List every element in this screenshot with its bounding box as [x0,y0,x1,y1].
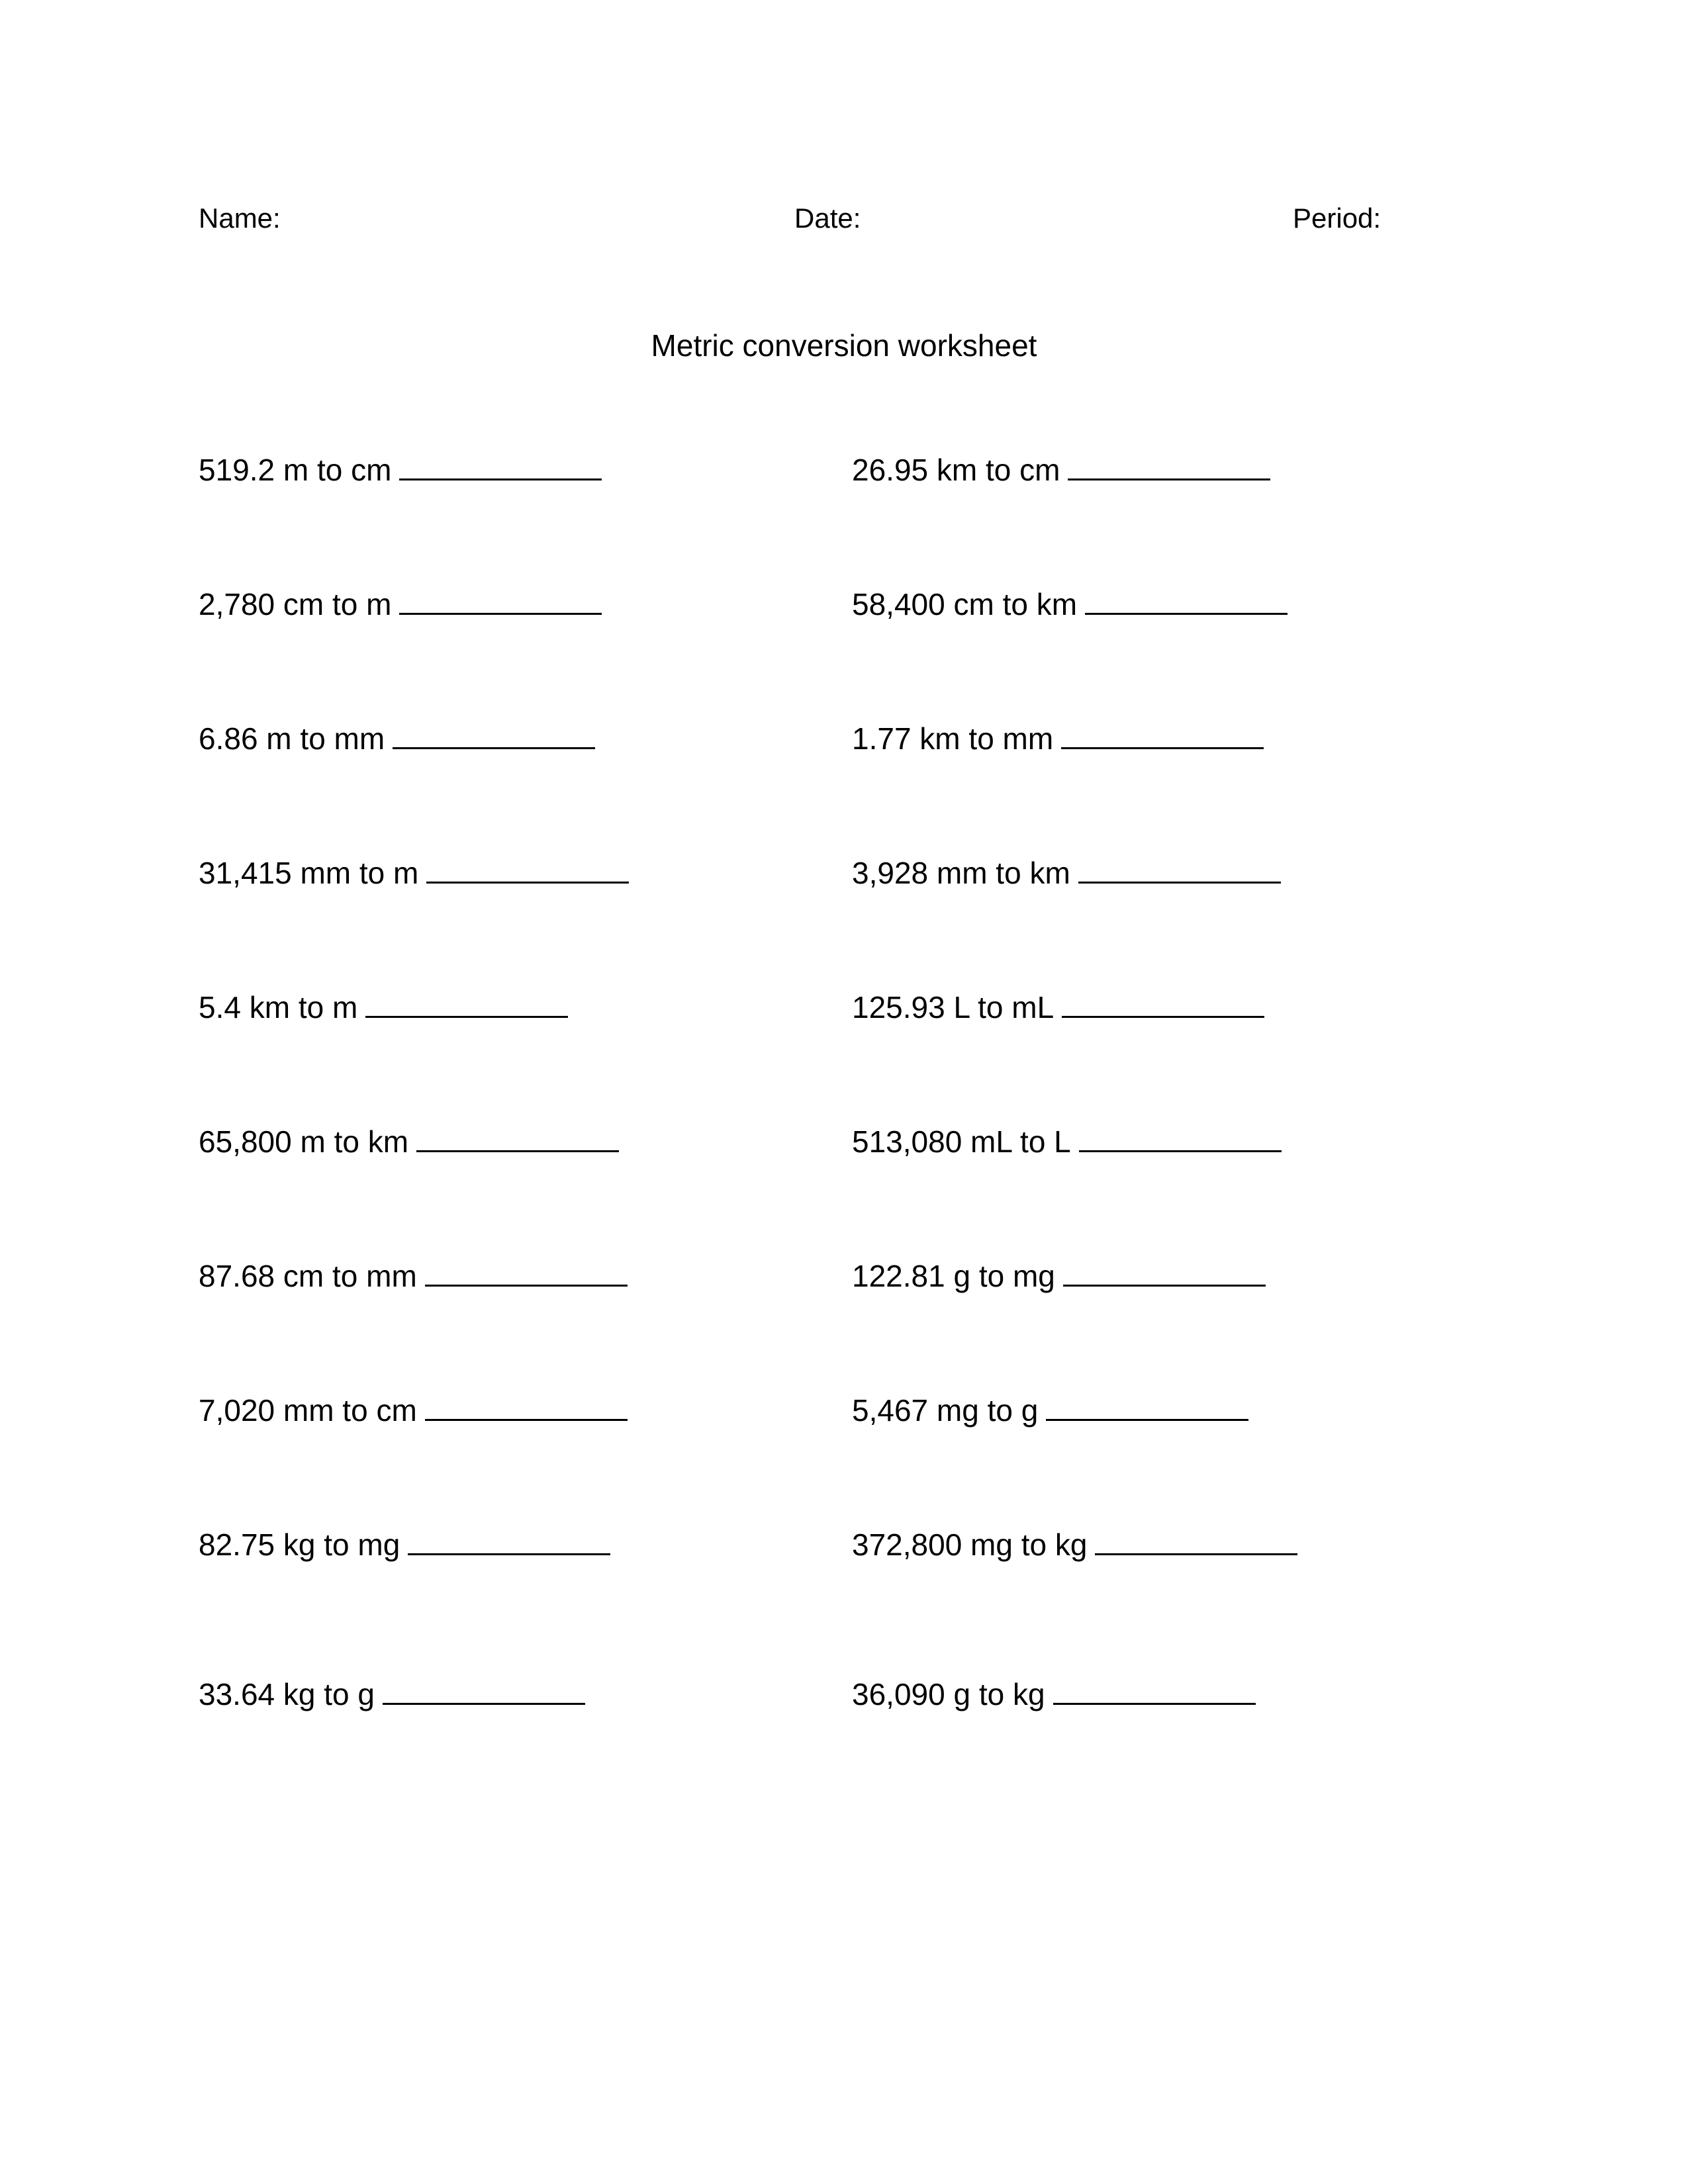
problem-left-7 [199,1256,628,1296]
answer-blank[interactable] [1053,1676,1256,1705]
problem-text: 82.75 kg to mg [199,1527,400,1562]
answer-blank[interactable] [1046,1392,1248,1421]
problem-left-10 [199,1674,585,1714]
problem-right-2 [852,584,1288,624]
problem-right-5 [852,987,1264,1027]
page-title: Metric conversion worksheet [651,328,1037,363]
problem-left-9 [199,1525,610,1565]
problem-text: 1.77 km to mm [852,721,1054,756]
answer-blank[interactable] [1078,855,1281,884]
problem-text: 2,780 cm to m [199,587,392,621]
problem-text: 125.93 L to mL [852,990,1055,1024]
problem-left-5 [199,987,568,1027]
problem-text: 26.95 km to cm [852,453,1060,487]
problem-left-8 [199,1390,628,1430]
problem-text: 33.64 kg to g [199,1677,375,1711]
problem-left-6 [199,1122,619,1161]
problem-right-6 [852,1122,1282,1161]
name-label: Name: [199,203,281,234]
answer-blank[interactable] [365,989,568,1018]
answer-blank[interactable] [1085,586,1288,615]
problem-text: 372,800 mg to kg [852,1527,1088,1562]
answer-blank[interactable] [408,1527,610,1555]
answer-blank[interactable] [399,452,602,480]
problem-text: 5.4 km to m [199,990,358,1024]
period-label: Period: [1293,203,1382,234]
answer-blank[interactable] [1062,989,1264,1018]
answer-blank[interactable] [426,855,629,884]
answer-blank[interactable] [425,1258,628,1287]
problem-text: 3,928 mm to km [852,856,1070,890]
problem-text: 519.2 m to cm [199,453,392,487]
answer-blank[interactable] [1061,721,1264,749]
problem-text: 65,800 m to km [199,1124,409,1159]
problem-left-2 [199,584,602,624]
problem-right-9 [852,1525,1297,1565]
problem-text: 122.81 g to mg [852,1259,1055,1293]
problem-text: 6.86 m to mm [199,721,385,756]
date-label: Date: [794,203,861,234]
answer-blank[interactable] [399,586,602,615]
problem-right-8 [852,1390,1248,1430]
problem-text: 58,400 cm to km [852,587,1078,621]
answer-blank[interactable] [1095,1527,1297,1555]
problem-right-10 [852,1674,1256,1714]
problem-left-4 [199,853,629,893]
problem-text: 513,080 mL to L [852,1124,1071,1159]
answer-blank[interactable] [383,1676,585,1705]
problem-right-1 [852,450,1270,490]
problem-right-3 [852,719,1264,758]
problem-text: 5,467 mg to g [852,1393,1039,1428]
problem-text: 36,090 g to kg [852,1677,1045,1711]
problem-text: 87.68 cm to mm [199,1259,417,1293]
answer-blank[interactable] [1068,452,1270,480]
problem-text: 31,415 mm to m [199,856,419,890]
answer-blank[interactable] [393,721,595,749]
problem-left-1 [199,450,602,490]
answer-blank[interactable] [416,1124,619,1152]
problem-text: 7,020 mm to cm [199,1393,417,1428]
problem-right-4 [852,853,1281,893]
problem-left-3 [199,719,595,758]
answer-blank[interactable] [1079,1124,1282,1152]
problem-right-7 [852,1256,1266,1296]
answer-blank[interactable] [1063,1258,1266,1287]
answer-blank[interactable] [425,1392,628,1421]
